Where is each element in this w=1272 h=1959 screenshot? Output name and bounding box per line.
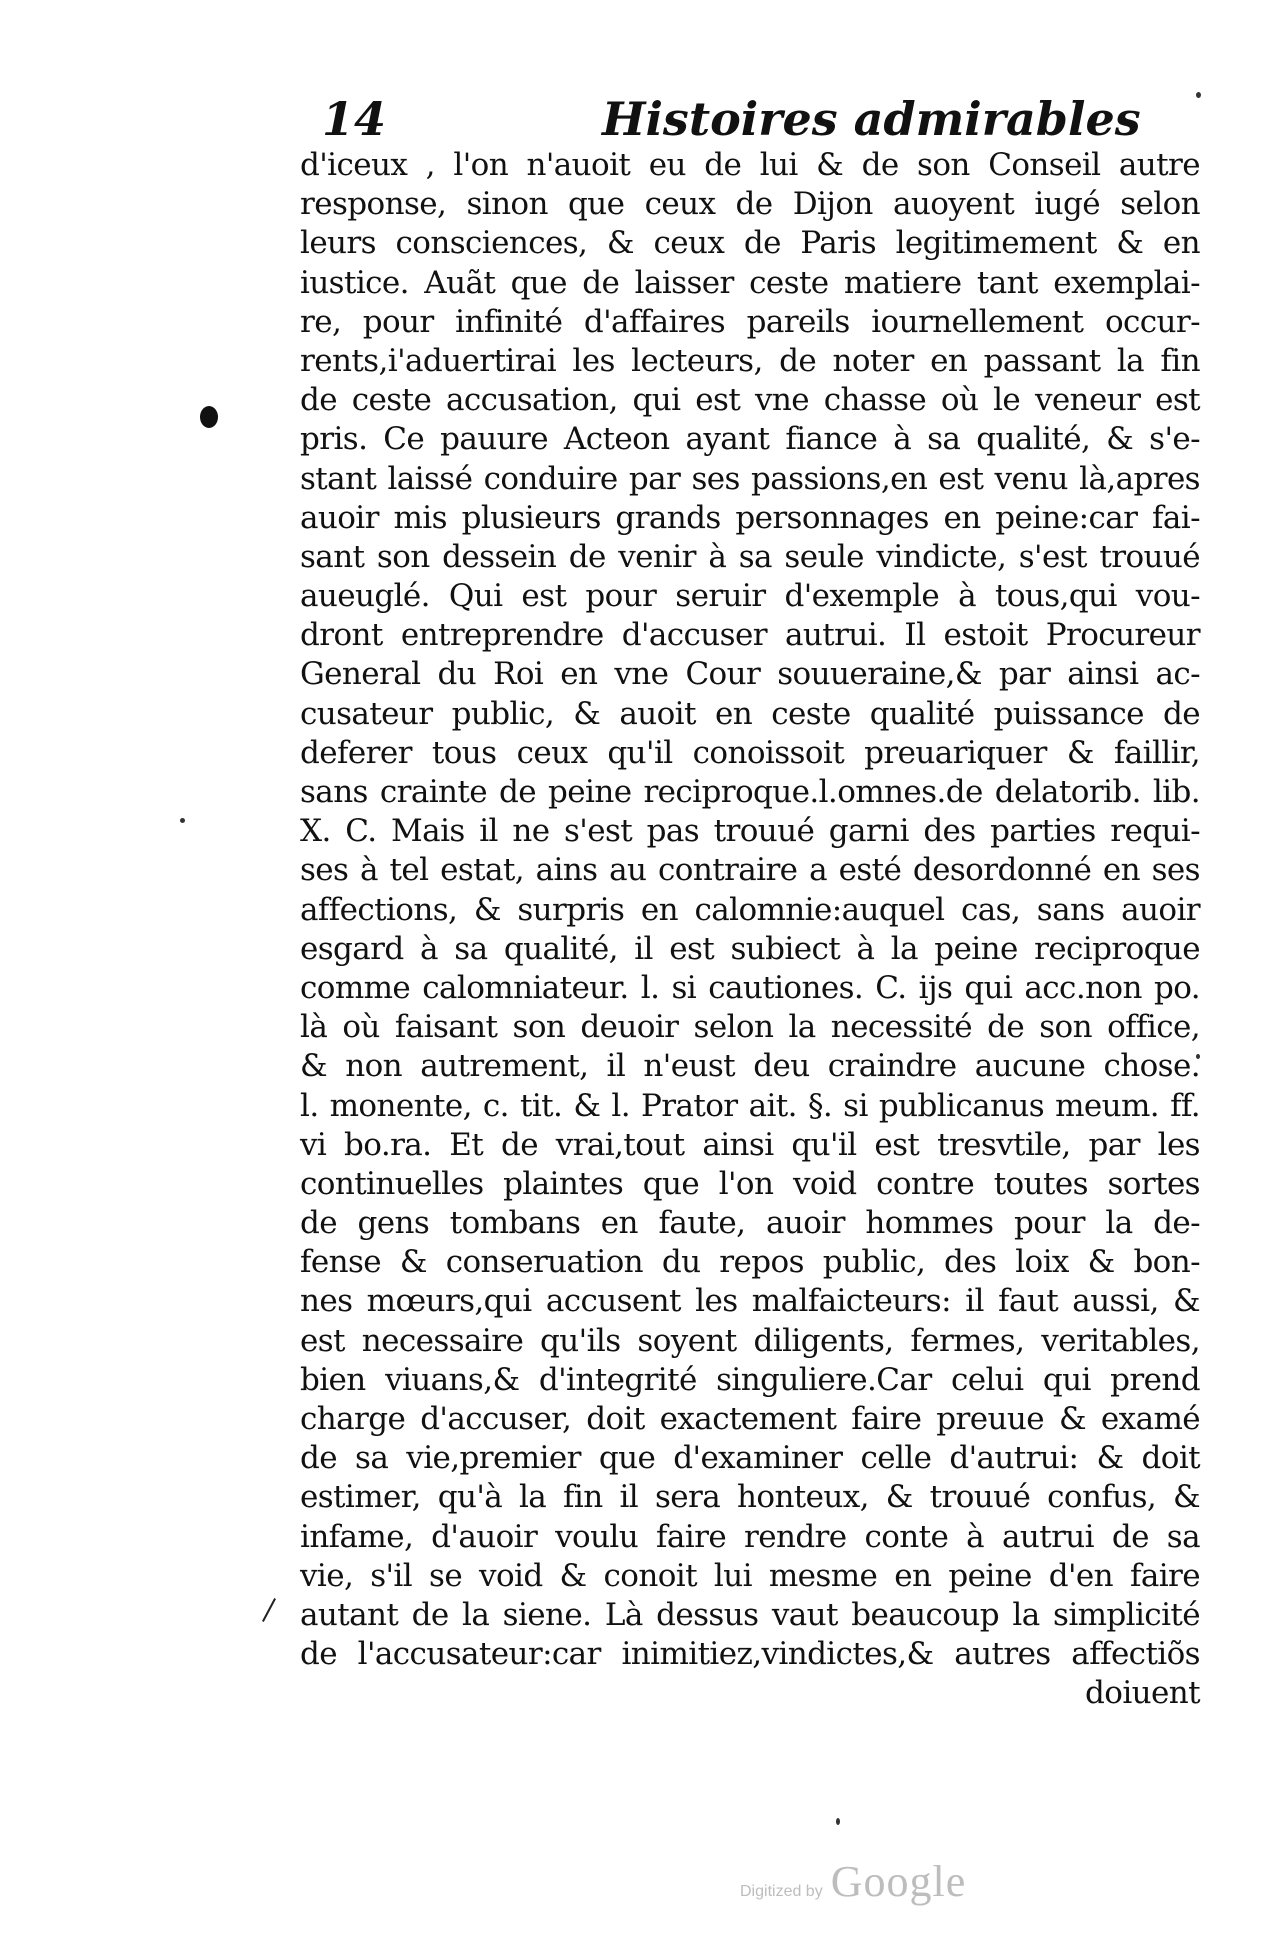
- body-text: [300, 146, 1200, 1714]
- text-line: autant de la siene. Là dessus vaut beaucoup la simplicité: [300, 1596, 1200, 1633]
- text-line: estimer, qu'à la fin il sera honteux, & trouué confus, &: [300, 1479, 1200, 1516]
- text-line: charge d'accuser, doit exactement faire preuue & examé: [300, 1401, 1200, 1437]
- text-line: l. monente, c. tit. & l. Prator ait. §. si publicanus meum. ff.: [300, 1087, 1200, 1124]
- text-line: affections, & surpris en calomnie:auquel cas, sans auoir: [300, 891, 1200, 928]
- running-title: Histoires admirables: [602, 92, 1141, 146]
- text-line: continuelles plaintes que l'on void contre toutes sortes: [300, 1165, 1200, 1202]
- text-line: esgard à sa qualité, il est subiect à la peine reciproque: [300, 930, 1200, 967]
- text-line: fense & conseruation du repos public, des loix & bon-: [300, 1244, 1200, 1281]
- google-logo-text: Google: [830, 1857, 967, 1906]
- text-line: là où faisant son deuoir selon la necessité de son office,: [300, 1009, 1200, 1046]
- text-line: d'iceux , l'on n'auoit eu de lui & de son Conseil autre: [300, 147, 1200, 183]
- text-line: stant laissé conduire par ses passions,en est venu là,apres: [300, 460, 1200, 497]
- catchword: doiuent: [1085, 1675, 1200, 1712]
- speck-mark: [836, 1818, 840, 1825]
- text-line: bien viuans,& d'integrité singuliere.Car celui qui prend: [300, 1361, 1200, 1398]
- text-line: infame, d'auoir voulu faire rendre conte à autrui de sa: [300, 1518, 1200, 1555]
- text-line: de gens tombans en faute, auoir hommes pour la de-: [300, 1205, 1200, 1242]
- text-line: X. C. Mais il ne s'est pas trouué garni des parties requi-: [300, 813, 1200, 850]
- text-line: nes mœurs,qui accusent les malfaicteurs: il faut aussi, &: [300, 1283, 1200, 1320]
- text-line: sant son dessein de venir à sa seule vindicte, s'est trouué: [300, 538, 1200, 575]
- text-line: ses à tel estat, ains au contraire a esté desordonné en ses: [300, 852, 1200, 889]
- text-line: iustice. Auãt que de laisser ceste matiere tant exemplai-: [300, 264, 1200, 301]
- text-line: comme calomniateur. l. si cautiones. C. ijs qui acc.non po.: [300, 969, 1200, 1006]
- text-line: vi bo.ra. Et de vrai,tout ainsi qu'il est tresvtile, par les: [300, 1126, 1200, 1163]
- text-line: cusateur public, & auoit en ceste qualité puissance de: [300, 695, 1200, 732]
- text-line: rents,i'aduertirai les lecteurs, de noter en passant la fin: [300, 342, 1200, 379]
- text-line: de sa vie,premier que d'examiner celle d'autrui: & doit: [300, 1440, 1200, 1477]
- speck-mark: [1196, 92, 1201, 98]
- text-line: vie, s'il se void & conoit lui mesme en peine d'en faire: [300, 1557, 1200, 1594]
- text-line: pris. Ce pauure Acteon ayant fiance à sa qualité, & s'e-: [300, 421, 1200, 458]
- text-line: de l'accusateur:car inimitiez,vindictes,& autres affectiõs: [300, 1636, 1200, 1673]
- text-line: est necessaire qu'ils soyent diligents, fermes, veritables,: [300, 1322, 1200, 1359]
- text-line: & non autrement, il n'eust deu craindre aucune chose.: [300, 1048, 1200, 1085]
- text-line: de ceste accusation, qui est vne chasse où le veneur est: [300, 382, 1200, 419]
- text-line: General du Roi en vne Cour souueraine,& par ainsi ac-: [300, 656, 1200, 693]
- text-line: aueuglé. Qui est pour seruir d'exemple à tous,qui vou-: [300, 578, 1200, 615]
- text-line: re, pour infinité d'affaires pareils iournellement occur-: [300, 303, 1200, 340]
- digitization-footer: [740, 1856, 966, 1907]
- text-line: leurs consciences, & ceux de Paris legitimement & en: [300, 225, 1200, 262]
- text-line: sans crainte de peine reciproque.l.omnes.de delatorib. lib.: [300, 774, 1200, 810]
- ink-blot-mark: [200, 406, 218, 428]
- text-line: deferer tous ceux qu'il conoissoit preuariquer & faillir,: [300, 734, 1200, 771]
- page-header: [322, 92, 1202, 152]
- speck-mark: [180, 818, 185, 823]
- pen-stroke-mark: [262, 1598, 276, 1622]
- digitized-by-label: Digitized by: [740, 1883, 823, 1900]
- page-number: 14: [322, 92, 387, 146]
- text-line: response, sinon que ceux de Dijon auoyent iugé selon: [300, 186, 1200, 223]
- text-line: auoir mis plusieurs grands personnages en peine:car fai-: [300, 499, 1200, 536]
- text-line: dront entreprendre d'accuser autrui. Il estoit Procureur: [300, 617, 1200, 654]
